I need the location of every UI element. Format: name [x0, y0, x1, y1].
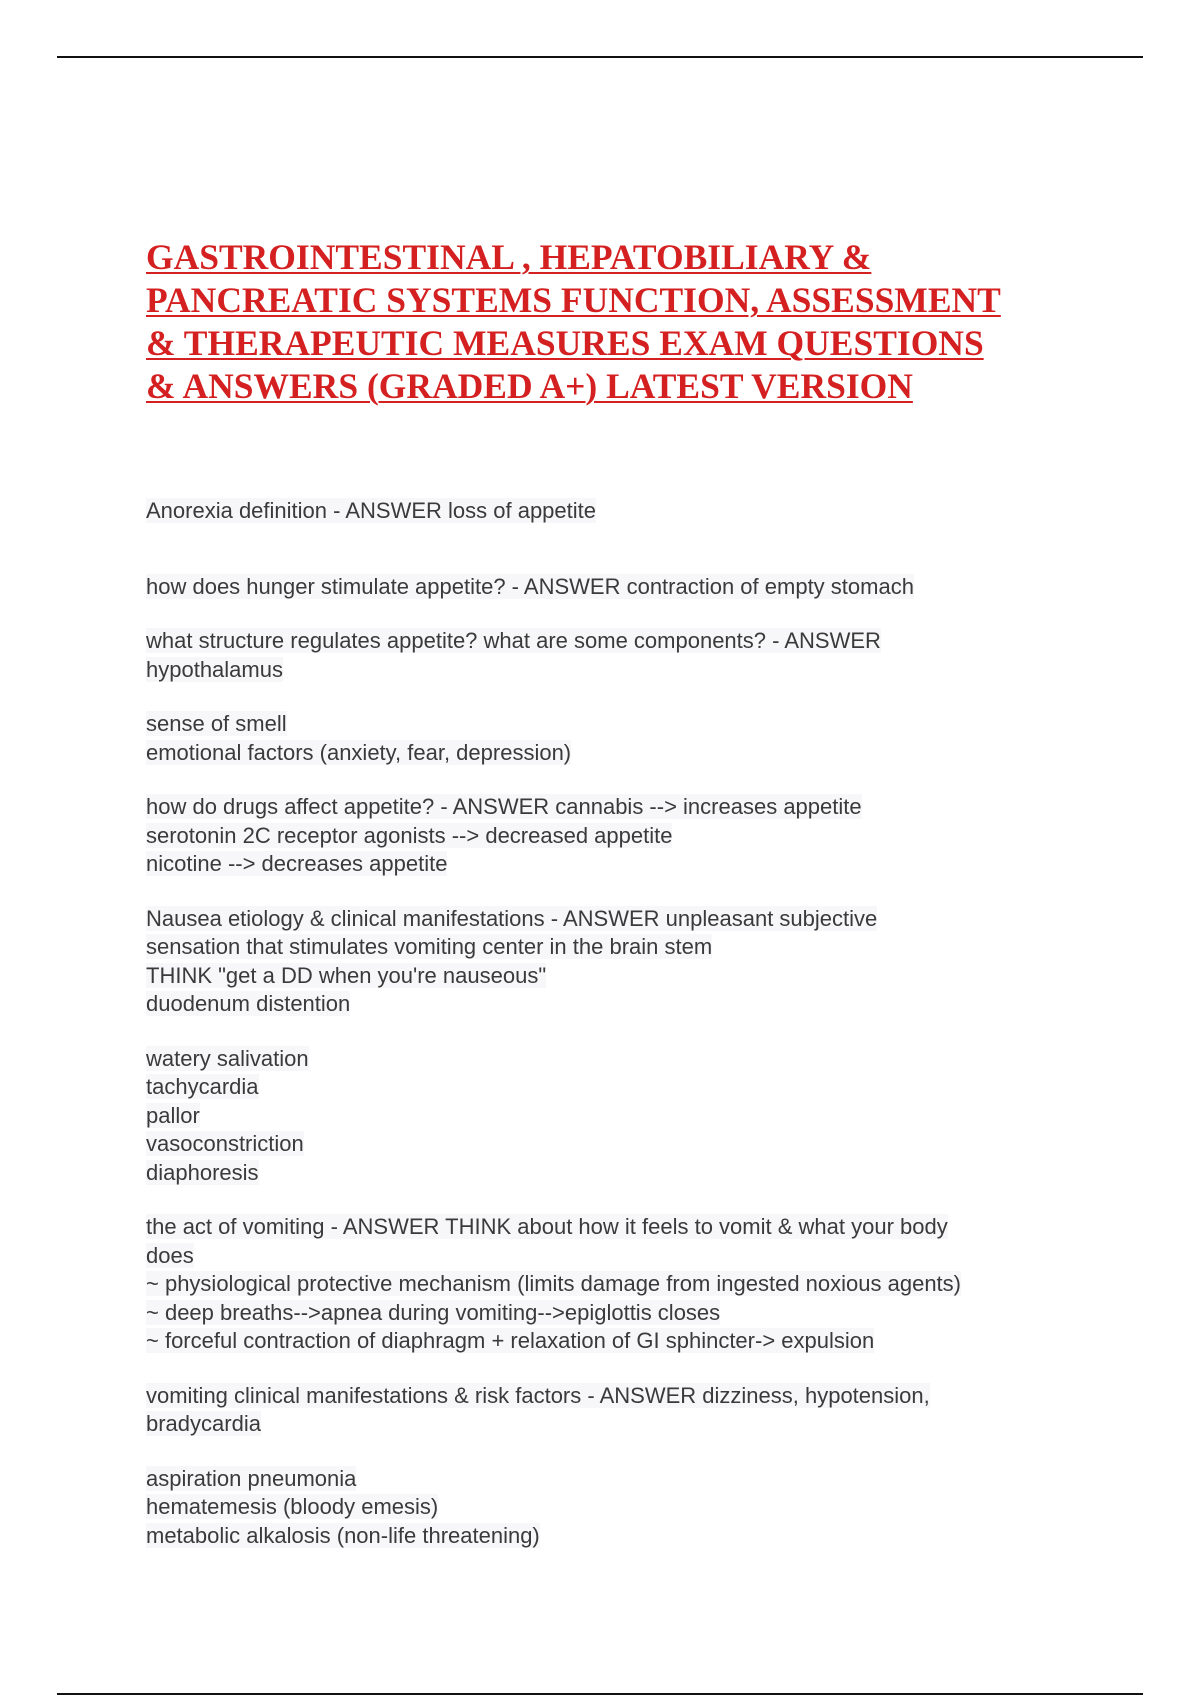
text-line: emotional factors (anxiety, fear, depression) — [146, 739, 572, 765]
text-line: what structure regulates appetite? what are some components? - ANSWER — [146, 628, 881, 653]
qa-block — [146, 627, 1146, 684]
text-line: ~ forceful contraction of diaphragm + relaxation of GI sphincter-> expulsion — [146, 1328, 875, 1353]
qa-block — [146, 573, 1146, 602]
text-line: sensation that stimulates vomiting center in the brain stem — [146, 934, 713, 959]
text-line: ~ deep breaths-->apnea during vomiting-->epiglottis closes — [146, 1299, 721, 1325]
text-line: how does hunger stimulate appetite? - ANSWER contraction of empty stomach — [146, 573, 914, 599]
qa-block — [146, 1045, 1146, 1188]
text-line: does — [146, 1242, 194, 1268]
text-line: hypothalamus — [146, 656, 283, 682]
text-line: nicotine --> decreases appetite — [146, 851, 448, 876]
document-title — [146, 236, 1076, 408]
text-line: tachycardia — [146, 1074, 259, 1099]
title-line: & THERAPEUTIC MEASURES EXAM QUESTIONS — [146, 323, 984, 363]
qa-block — [146, 1465, 1146, 1551]
text-line: watery salivation — [146, 1045, 309, 1071]
text-line: Anorexia definition - ANSWER loss of appetite — [146, 498, 597, 523]
qa-block — [146, 497, 1146, 526]
text-line: how do drugs affect appetite? - ANSWER cannabis --> increases appetite — [146, 794, 862, 819]
qa-block — [146, 793, 1146, 879]
text-line: hematemesis (bloody emesis) — [146, 1494, 439, 1519]
text-line: the act of vomiting - ANSWER THINK about how it feels to vomit & what your body — [146, 1214, 948, 1239]
qa-block — [146, 1213, 1146, 1356]
text-line: diaphoresis — [146, 1159, 259, 1185]
text-line: metabolic alkalosis (non-life threatening) — [146, 1522, 540, 1548]
qa-block — [146, 1382, 1146, 1439]
text-line: aspiration pneumonia — [146, 1465, 357, 1491]
title-line: & ANSWERS (GRADED A+) LATEST VERSION — [146, 366, 913, 406]
text-line: vomiting clinical manifestations & risk factors - ANSWER dizziness, hypotension, — [146, 1382, 930, 1408]
text-line: pallor — [146, 1102, 200, 1128]
qa-content — [146, 497, 1146, 1576]
text-line: ~ physiological protective mechanism (limits damage from ingested noxious agents) — [146, 1271, 961, 1296]
bottom-rule — [57, 1693, 1143, 1695]
qa-block — [146, 710, 1146, 767]
text-line: Nausea etiology & clinical manifestations - ANSWER unpleasant subjective — [146, 905, 878, 931]
text-line: bradycardia — [146, 1411, 261, 1436]
text-line: THINK "get a DD when you're nauseous" — [146, 962, 547, 988]
text-line: serotonin 2C receptor agonists --> decreased appetite — [146, 822, 673, 848]
text-line: sense of smell — [146, 711, 287, 736]
title-line: PANCREATIC SYSTEMS FUNCTION, ASSESSMENT — [146, 280, 1001, 320]
top-rule — [57, 56, 1143, 58]
title-line: GASTROINTESTINAL , HEPATOBILIARY & — [146, 237, 872, 277]
text-line: duodenum distention — [146, 991, 351, 1016]
text-line: vasoconstriction — [146, 1131, 304, 1156]
qa-block — [146, 905, 1146, 1019]
